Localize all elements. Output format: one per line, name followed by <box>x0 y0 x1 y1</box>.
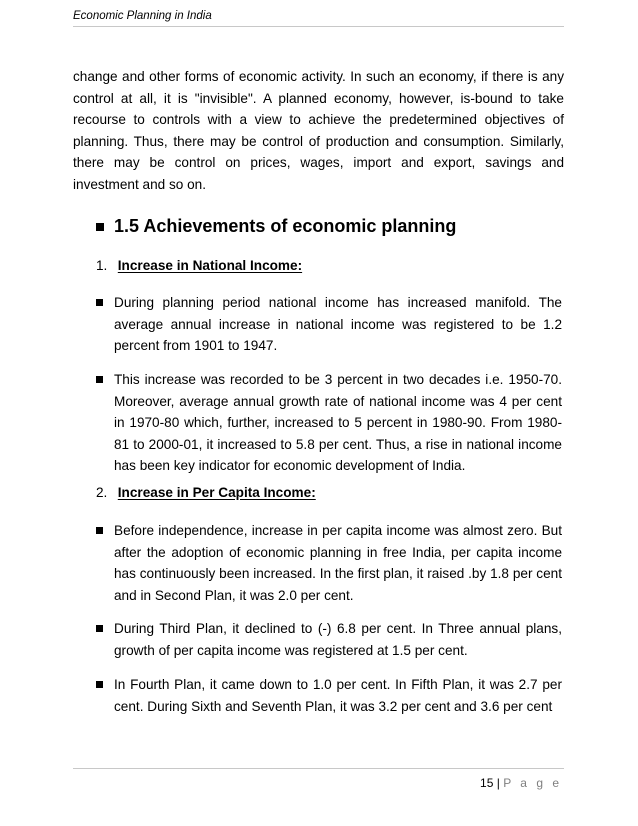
bullet-item <box>96 369 564 477</box>
page-number: 15 <box>480 776 494 790</box>
bullet-item <box>96 520 564 606</box>
bullet-item <box>96 292 564 357</box>
numbered-heading-1 <box>96 258 302 273</box>
numbered-heading-2 <box>96 485 316 500</box>
footer-divider <box>73 768 564 769</box>
square-bullet-icon <box>96 223 104 231</box>
bullet-item <box>96 618 564 661</box>
bullet-text: During planning period national income has increased manifold. The average annual increase in national income was registered to be 1.2 percent from 1901 to 1947. <box>114 295 562 353</box>
footer-separator: | <box>496 776 500 790</box>
page-label: P a g e <box>503 776 562 790</box>
bullet-text: This increase was recorded to be 3 percent in two decades i.e. 1950-70. Moreover, average annual growth rate of national income was 4 per cent in 1970-80 which, further, increased to 5 percent in 1980-90. From 1980-81 to 2000-01, it increased to 5.8 per cent. Thus, a rise in national income has been key indicator for economic development of India. <box>114 372 562 473</box>
square-bullet-icon <box>96 681 103 688</box>
intro-paragraph: change and other forms of economic activity. In such an economy, if there is any control at all, it is "invisible". A planned economy, however, is-bound to take recourse to controls with a view to achieve the predetermined objectives of planning. Thus, there may be control of production and consumption. Similarly, there may be control on prices, wages, import and export, savings and investment and so on. <box>73 69 564 192</box>
header-divider <box>73 26 564 27</box>
item-title: Increase in National Income: <box>117 258 303 273</box>
bullet-text: Before independence, increase in per capita income was almost zero. But after the adoption of economic planning in free India, per capita income has continuously been increased. In the first plan, it raised .by 1.8 per cent and in Second Plan, it was 2.0 per cent. <box>114 523 562 603</box>
square-bullet-icon <box>96 527 103 534</box>
page-footer <box>480 776 562 790</box>
item-title: Increase in Per Capita Income: <box>117 485 316 500</box>
item-number: 2. <box>96 485 108 500</box>
section-heading-text: 1.5 Achievements of economic planning <box>114 216 457 236</box>
bullet-text: During Third Plan, it declined to (-) 6.8 per cent. In Three annual plans, growth of per capita income was registered at 1.5 per cent. <box>114 621 562 658</box>
square-bullet-icon <box>96 299 103 306</box>
bullet-text: In Fourth Plan, it came down to 1.0 per cent. In Fifth Plan, it was 2.7 per cent. During Sixth and Seventh Plan, it was 3.2 per cent and 3.6 per cent <box>114 677 562 714</box>
section-heading <box>96 216 456 237</box>
item-number: 1. <box>96 258 108 273</box>
page-header: Economic Planning in India <box>73 10 212 22</box>
document-body <box>73 66 564 195</box>
square-bullet-icon <box>96 625 103 632</box>
square-bullet-icon <box>96 376 103 383</box>
bullet-item <box>96 674 564 717</box>
